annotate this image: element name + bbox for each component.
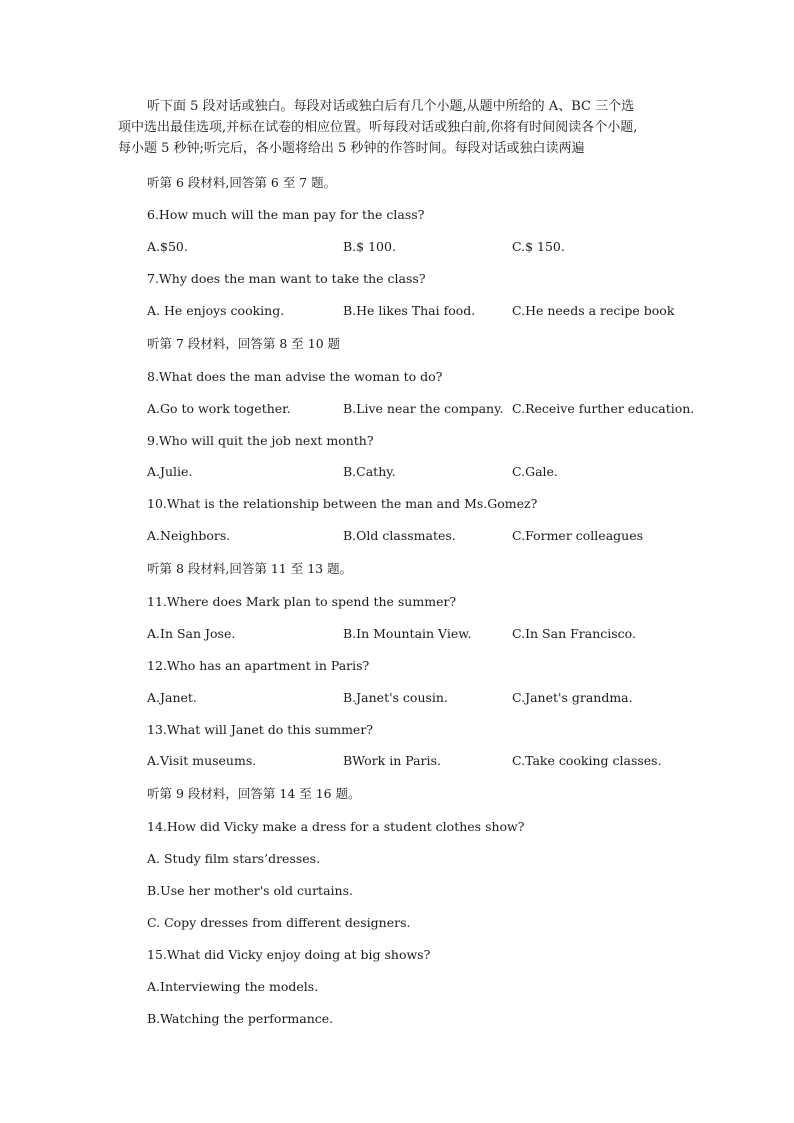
option-b: B.Cathy. [343, 464, 396, 479]
question-6: 6.How much will the man pay for the class? [147, 207, 425, 222]
option-c: C. Copy dresses from different designers. [147, 915, 411, 930]
question-15: 15.What did Vicky enjoy doing at big shows? [147, 947, 431, 962]
option-a: A.In San Jose. [147, 626, 236, 641]
question-13: 13.What will Janet do this summer? [147, 722, 374, 737]
option-c: C.Take cooking classes. [512, 753, 662, 768]
option-b: B.$ 100. [343, 239, 396, 254]
option-b: B.Janet's cousin. [343, 690, 448, 705]
option-b: B.Use her mother's old curtains. [147, 883, 353, 898]
section-heading: 听第 7 段材料，回答第 8 至 10 题 [147, 336, 341, 351]
option-c: C.Former colleagues [512, 528, 644, 543]
option-a: A.$50. [147, 239, 188, 254]
option-a: A.Julie. [147, 464, 193, 479]
option-a: A.Janet. [147, 690, 197, 705]
option-b: B.Watching the performance. [147, 1011, 334, 1026]
question-7: 7.Why does the man want to take the class? [147, 271, 426, 286]
option-c: C.$ 150. [512, 239, 565, 254]
option-c: C.Janet's grandma. [512, 690, 633, 705]
option-a: A.Go to work together. [147, 401, 291, 416]
instructions-line: 每小题 5 秒钟;听完后，各小题将给出 5 秒钟的作答时间。每段对话或独白读两遍 [118, 141, 585, 156]
option-b: B.Live near the company. [343, 401, 504, 416]
option-a: A. Study film stars’dresses. [147, 851, 321, 866]
question-10: 10.What is the relationship between the man and Ms.Gomez? [147, 496, 538, 511]
question-9: 9.Who will quit the job next month? [147, 433, 374, 448]
option-b: B.In Mountain View. [343, 626, 472, 641]
section-heading: 听第 8 段材料,回答第 11 至 13 题。 [147, 561, 353, 576]
section-heading: 听第 9 段材料，回答第 14 至 16 题。 [147, 786, 361, 801]
option-a: A. He enjoys cooking. [147, 303, 285, 318]
question-14: 14.How did Vicky make a dress for a student clothes show? [147, 819, 525, 834]
option-a: A.Visit museums. [147, 753, 257, 768]
question-8: 8.What does the man advise the woman to do? [147, 369, 443, 384]
option-a: A.Interviewing the models. [147, 979, 319, 994]
option-c: C.Receive further education. [512, 401, 695, 416]
option-b: B.He likes Thai food. [343, 303, 476, 318]
question-11: 11.Where does Mark plan to spend the summer? [147, 594, 457, 609]
option-c: C.In San Francisco. [512, 626, 636, 641]
option-c: C.Gale. [512, 464, 558, 479]
option-c: C.He needs a recipe book [512, 303, 675, 318]
section-heading: 听第 6 段材料,回答第 6 至 7 题。 [147, 175, 337, 190]
question-12: 12.Who has an apartment in Paris? [147, 658, 370, 673]
option-a: A.Neighbors. [147, 528, 231, 543]
option-b: BWork in Paris. [343, 753, 441, 768]
option-b: B.Old classmates. [343, 528, 456, 543]
instructions-paragraph [118, 96, 684, 159]
instructions-line: 听下面 5 段对话或独白。每段对话或独白后有几个小题,从题中所给的 A、BC 三个选 [147, 99, 635, 114]
instructions-line: 项中选出最佳选项,并标在试卷的相应位置。听每段对话或独白前,你将有时间阅读各个小题, [118, 120, 638, 135]
